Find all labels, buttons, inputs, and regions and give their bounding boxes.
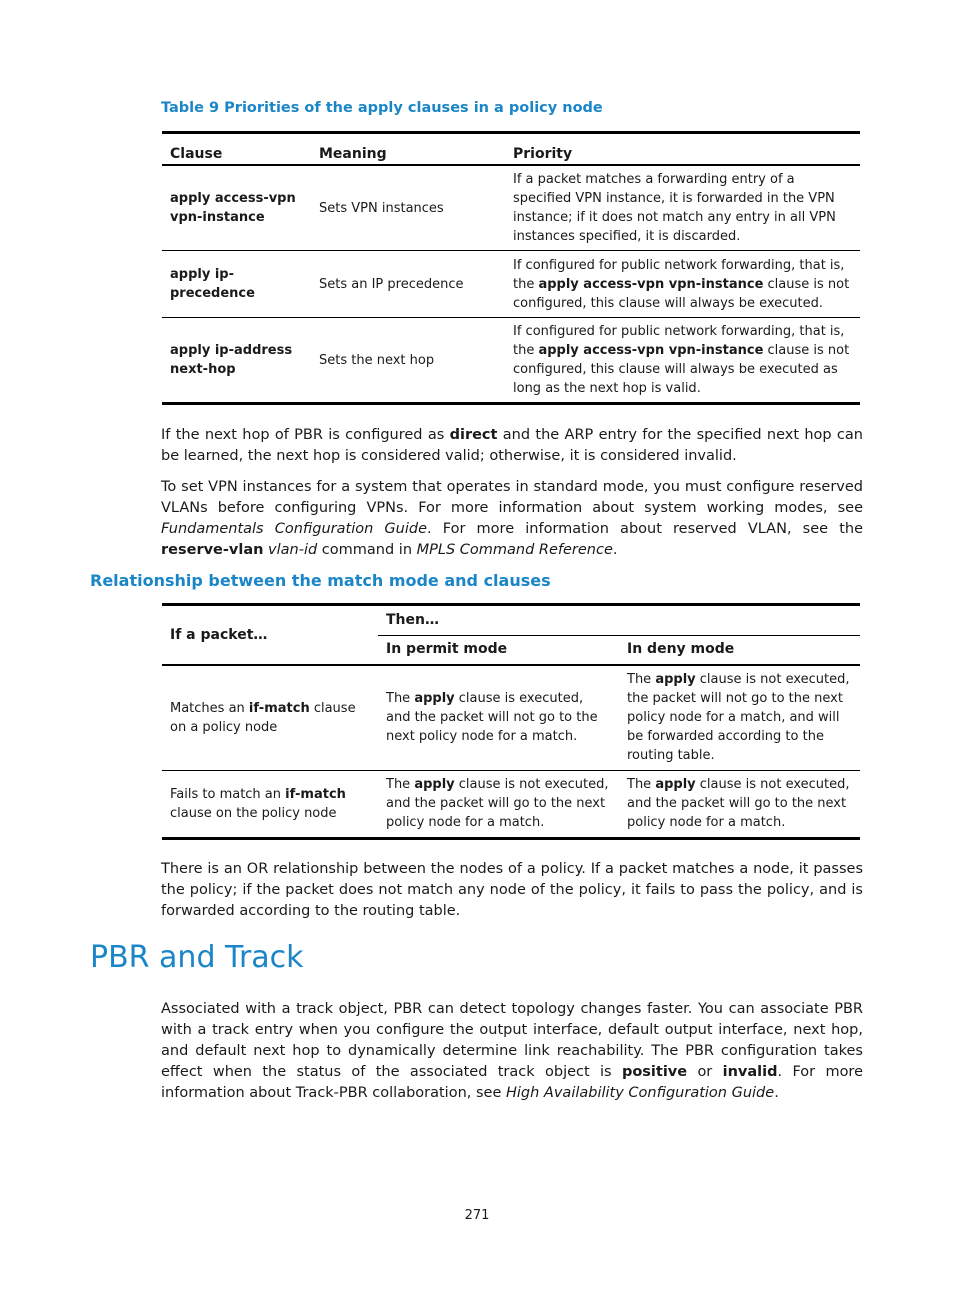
deny-cell: The apply clause is not executed, the packet will not go to the next policy node for a match, and will be forwarded according to the routing table. <box>619 665 860 770</box>
column-header-meaning: Meaning <box>311 133 505 166</box>
column-header-priority: Priority <box>505 133 860 166</box>
column-header-permit: In permit mode <box>378 635 619 665</box>
table-row <box>162 318 860 404</box>
paragraph-vpn-instances: To set VPN instances for a system that operates in standard mode, you must configure reserved VLANs before configuring VPNs. For more information about system working modes, see Fundamentals Configuration Guide. For more information about reserved VLAN, see the reserve-vlan vlan-id command in MPLS Command Reference. <box>161 479 864 558</box>
clause-text: apply access-vpn <box>170 191 296 206</box>
clause-cell <box>162 251 311 318</box>
column-header-clause: Clause <box>162 133 311 166</box>
clause-text: apply ip-address <box>170 343 293 358</box>
meaning-cell: Sets VPN instances <box>311 165 505 251</box>
table-header-row <box>162 133 860 166</box>
table-row <box>162 251 860 318</box>
page-number: 271 <box>464 1208 490 1223</box>
table-header-row <box>162 605 860 636</box>
permit-cell: The apply clause is not executed, and the packet will go to the next policy node for a match. <box>386 777 609 830</box>
clause-cell <box>162 165 311 251</box>
meaning-cell: Sets the next hop <box>319 352 435 368</box>
paragraph-pbr-track: Associated with a track object, PBR can detect topology changes faster. You can associate PBR with a track entry when you configure the output interface, default output interface, next hop, and default next hop to dynamically determine link reachability. The PBR configuration takes effect when the status of the associated track object is positive or invalid. For more information about Track-PBR collaboration, see High Availability Configuration Guide. <box>161 1001 863 1101</box>
column-header-deny: In deny mode <box>619 635 860 665</box>
clause-text: vpn-instance <box>170 210 265 225</box>
table-row <box>162 770 860 838</box>
priority-cell: If configured for public network forwarding, that is, the apply access-vpn vpn-instance clause is not configured, this clause will always be executed as long as the next hop is valid. <box>513 324 850 396</box>
permit-cell: The apply clause is executed, and the packet will not go to the next policy node for a match. <box>378 665 619 770</box>
table-row <box>162 665 860 770</box>
section-heading: PBR and Track <box>90 940 304 975</box>
packet-cell: Matches an if-match clause on a policy node <box>162 665 378 770</box>
priority-cell: If a packet matches a forwarding entry of a specified VPN instance, it is forwarded in the VPN instance; if it does not match any entry in all VPN instances specified, it is discarded. <box>505 165 860 251</box>
clause-text: next-hop <box>170 362 236 377</box>
paragraph-next-hop: If the next hop of PBR is configured as direct and the ARP entry for the specified next hop can be learned, the next hop is considered valid; otherwise, it is considered invalid. <box>161 427 863 464</box>
meaning-cell: Sets an IP precedence <box>311 251 505 318</box>
priority-cell: If configured for public network forwarding, that is, the apply access-vpn vpn-instance clause is not configured, this clause will always be executed. <box>505 251 860 318</box>
paragraph-or-relationship: There is an OR relationship between the nodes of a policy. If a packet matches a node, it passes the policy; if the packet does not match any node of the policy, it fails to pass the policy, and is forwarded according to the routing table. <box>161 861 863 919</box>
table-row <box>162 165 860 251</box>
clause-text: apply ip-precedence <box>170 267 255 301</box>
table-caption: Table 9 Priorities of the apply clauses in a policy node <box>161 100 603 116</box>
column-header-then: Then… <box>378 605 860 636</box>
packet-cell: Fails to match an if-match clause on the policy node <box>170 786 346 821</box>
section-subheading: Relationship between the match mode and clauses <box>90 571 551 590</box>
column-header-packet: If a packet… <box>162 605 378 666</box>
deny-cell: The apply clause is not executed, and the packet will go to the next policy node for a match. <box>627 777 850 830</box>
apply-clause-priority-table <box>162 131 860 405</box>
match-mode-table <box>162 603 860 840</box>
clause-cell <box>162 318 311 404</box>
